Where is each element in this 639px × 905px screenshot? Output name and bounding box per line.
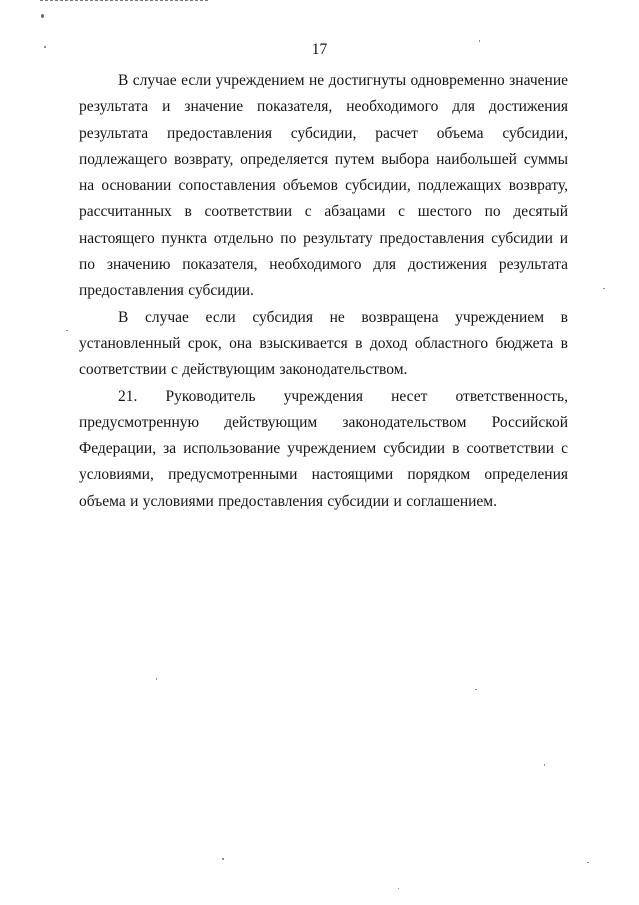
scan-top-edge-mark xyxy=(40,0,208,2)
scan-speck xyxy=(475,689,477,690)
scan-speck xyxy=(66,330,68,331)
scan-speck xyxy=(222,858,224,860)
scan-speck xyxy=(587,862,589,863)
scan-speck xyxy=(41,14,44,18)
paragraph-clause-21-responsibility: 21. Руководитель учреждения несет ответственность, предусмотренную действующим законодательством Российской Федерации, за использование учреждением субсидии в соответствии с условиями, предусмотренными настоящими порядком определения объема и условиями предоставления субсидии и соглашением. xyxy=(79,387,568,510)
scan-speck xyxy=(156,678,157,680)
scan-speck xyxy=(603,288,605,289)
scan-speck xyxy=(544,764,545,766)
paragraph-subsidy-recovery: В случае если субсидия не возвращена учреждением в установленный срок, она взыскивается в доход областного бюджета в соответствии с действующим законодательством. xyxy=(79,308,568,379)
page-number: 17 xyxy=(311,41,328,58)
document-body xyxy=(79,68,568,515)
paragraph-subsidy-refund-calculation: В случае если учреждением не достигнуты одновременно значение результата и значение показателя, необходимого для достижения результата предоставления субсидии, расчет объема субсидии, подлежащего возврату, определяется путем выбора наибольшей суммы на основании сопоставления объемов субсидии, подлежащих возврату, рассчитанных в соответствии с абзацами с шестого по десятый настоящего пункта отдельно по результату предоставления субсидии и по значению показателя, необходимого для достижения результата предоставления субсидии. xyxy=(79,72,568,300)
scan-speck xyxy=(398,888,399,889)
